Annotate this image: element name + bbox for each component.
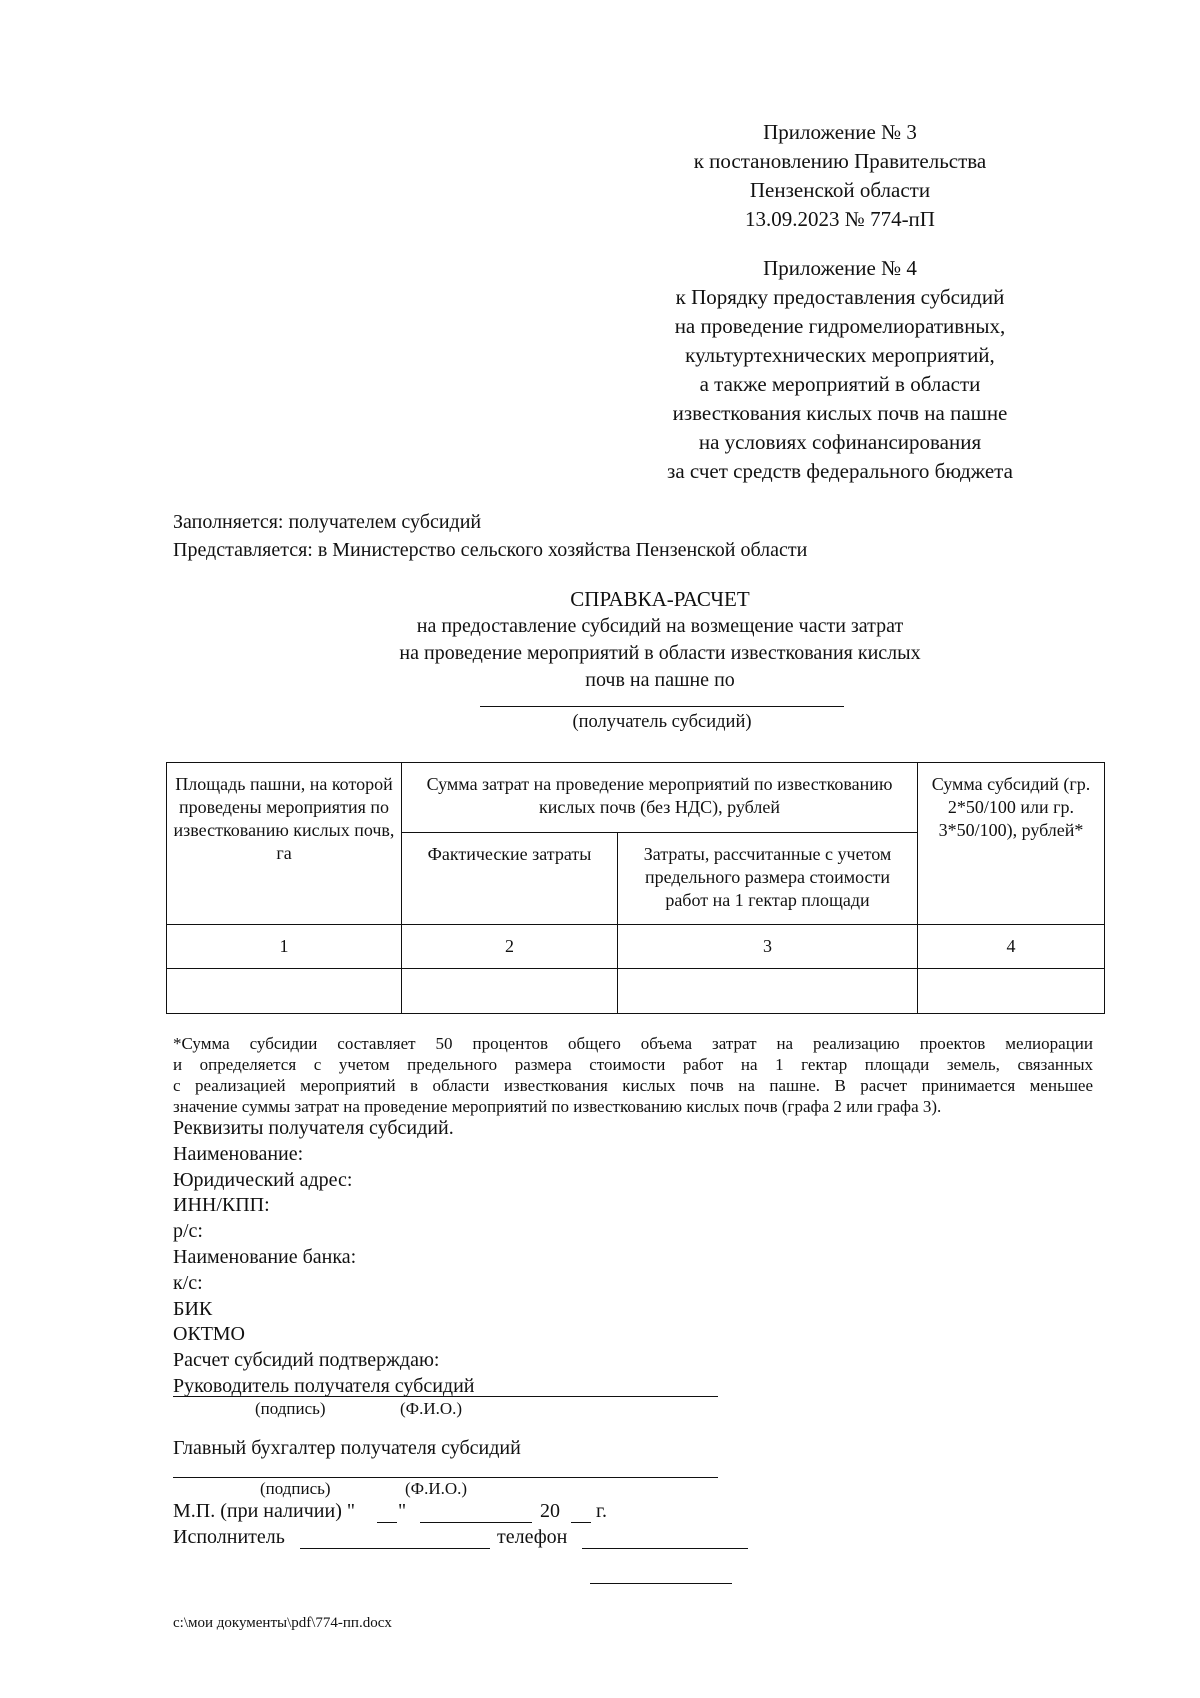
director-name-caption: (Ф.И.О.) bbox=[400, 1399, 463, 1418]
mp-quote-close: " bbox=[398, 1500, 407, 1522]
col23-header: Сумма затрат на проведение мероприятий по известкованию кислых почв (без НДС), рублей bbox=[402, 763, 918, 833]
accountant-name-caption: (Ф.И.О.) bbox=[405, 1479, 468, 1498]
appendix-4-line: на условиях софинансирования bbox=[698, 430, 982, 454]
appendix-4-line: известкования кислых почв на пашне bbox=[672, 401, 1008, 425]
accountant-signature-line[interactable] bbox=[173, 1477, 718, 1478]
requisite-account-label: р/с: bbox=[173, 1220, 203, 1243]
file-path: c:\мои документы\pdf\774-пп.docx bbox=[173, 1615, 392, 1631]
footnote-line: *Сумма субсидии составляет 50 процентов общего объема затрат на реализацию проектов мелиорации bbox=[173, 1034, 1093, 1053]
requisite-oktmo-label: ОКТМО bbox=[173, 1323, 245, 1346]
footnote-line: и определяется с учетом предельного размера стоимости работ на 1 гектар площади земель, связанных bbox=[173, 1055, 1093, 1074]
mp-year: 20 bbox=[540, 1500, 560, 1522]
col4-header: Сумма субсидий (гр. 2*50/100 или гр. 3*50/100), рублей* bbox=[918, 763, 1105, 925]
confirm-text: Расчет субсидий подтверждаю: bbox=[173, 1349, 440, 1372]
footer-line bbox=[590, 1583, 732, 1584]
mp-prefix: М.П. (при наличии) " bbox=[173, 1500, 356, 1522]
appendix-4-line: а также мероприятий в области bbox=[699, 372, 981, 396]
document-title bbox=[300, 586, 1020, 694]
director-sign-caption: (подпись) bbox=[255, 1399, 326, 1418]
footnote-line: с реализацией мероприятий в области известкования кислых почв на пашне. В расчет принимается меньшее bbox=[173, 1076, 1093, 1095]
executor-blank[interactable] bbox=[300, 1548, 490, 1549]
footnote-block bbox=[173, 1033, 1093, 1096]
recipient-underline bbox=[480, 706, 844, 707]
day-blank[interactable] bbox=[377, 1522, 397, 1523]
column-number: 4 bbox=[918, 925, 1105, 969]
data-cell-subsidy[interactable] bbox=[918, 969, 1105, 1014]
requisite-inn-label: ИНН/КПП: bbox=[173, 1194, 270, 1217]
filled-by-text: Заполняется: получателем субсидий bbox=[173, 511, 482, 533]
data-cell-actual-costs[interactable] bbox=[402, 969, 618, 1014]
appendix-3-line: Приложение № 3 bbox=[763, 120, 917, 144]
column-number: 3 bbox=[618, 925, 918, 969]
recipient-caption: (получатель субсидий) bbox=[572, 712, 752, 732]
appendix-4-line: к Порядку предоставления субсидий bbox=[675, 285, 1005, 309]
requisite-address-label: Юридический адрес: bbox=[173, 1168, 353, 1191]
appendix-4-block bbox=[640, 254, 1040, 486]
requisite-name-label: Наименование: bbox=[173, 1142, 304, 1165]
col3-header: Затраты, рассчитанные с учетом предельного размера стоимости работ на 1 гектар площади bbox=[618, 833, 918, 925]
footnote-last-line: значение суммы затрат на проведение мероприятий по известкованию кислых почв (графа 2 или графа 3). bbox=[173, 1097, 942, 1116]
month-blank[interactable] bbox=[420, 1522, 532, 1523]
data-cell-limit-costs[interactable] bbox=[618, 969, 918, 1014]
calculation-table bbox=[166, 762, 1105, 1014]
appendix-4-line: Приложение № 4 bbox=[763, 256, 917, 280]
appendix-4-line: за счет средств федерального бюджета bbox=[667, 459, 1013, 483]
column-number: 2 bbox=[402, 925, 618, 969]
title-sub-line: почв на пашне по bbox=[585, 669, 735, 691]
phone-blank[interactable] bbox=[582, 1548, 748, 1549]
requisites-heading: Реквизиты получателя субсидий. bbox=[173, 1117, 454, 1139]
appendix-4-line: на проведение гидромелиоративных, bbox=[674, 314, 1006, 338]
director-signature-line[interactable] bbox=[173, 1396, 718, 1397]
title-sub-line: на предоставление субсидий на возмещение части затрат bbox=[416, 615, 904, 637]
accountant-sign-caption: (подпись) bbox=[260, 1479, 331, 1498]
requisite-bank-label: Наименование банка: bbox=[173, 1245, 357, 1268]
executor-label: Исполнитель bbox=[173, 1526, 285, 1548]
title-main: СПРАВКА-РАСЧЕТ bbox=[570, 587, 750, 611]
appendix-3-line: Пензенской области bbox=[749, 178, 931, 202]
chief-accountant-label: Главный бухгалтер получателя субсидий bbox=[173, 1437, 521, 1459]
requisites-block bbox=[173, 1116, 474, 1400]
col1-header: Площадь пашни, на которой проведены мероприятия по известкованию кислых почв, га bbox=[167, 763, 402, 925]
phone-label: телефон bbox=[497, 1526, 568, 1548]
requisite-corr-account-label: к/с: bbox=[173, 1271, 203, 1294]
appendix-4-line: культуртехнических мероприятий, bbox=[685, 343, 995, 367]
appendix-3-line: к постановлению Правительства bbox=[693, 149, 987, 173]
year-blank[interactable] bbox=[571, 1522, 591, 1523]
col2-header: Фактические затраты bbox=[402, 833, 618, 925]
director-label: Руководитель получателя субсидий bbox=[173, 1374, 475, 1397]
column-number: 1 bbox=[167, 925, 402, 969]
appendix-3-line: 13.09.2023 № 774-пП bbox=[745, 207, 935, 231]
appendix-3-block bbox=[660, 118, 1020, 234]
meta-block bbox=[173, 508, 807, 564]
requisite-bik-label: БИК bbox=[173, 1297, 213, 1320]
title-sub-line: на проведение мероприятий в области известкования кислых bbox=[399, 642, 921, 664]
mp-year-suffix: г. bbox=[596, 1500, 607, 1522]
submitted-to-text: Представляется: в Министерство сельского хозяйства Пензенской области bbox=[173, 539, 808, 561]
data-cell-area[interactable] bbox=[167, 969, 402, 1014]
